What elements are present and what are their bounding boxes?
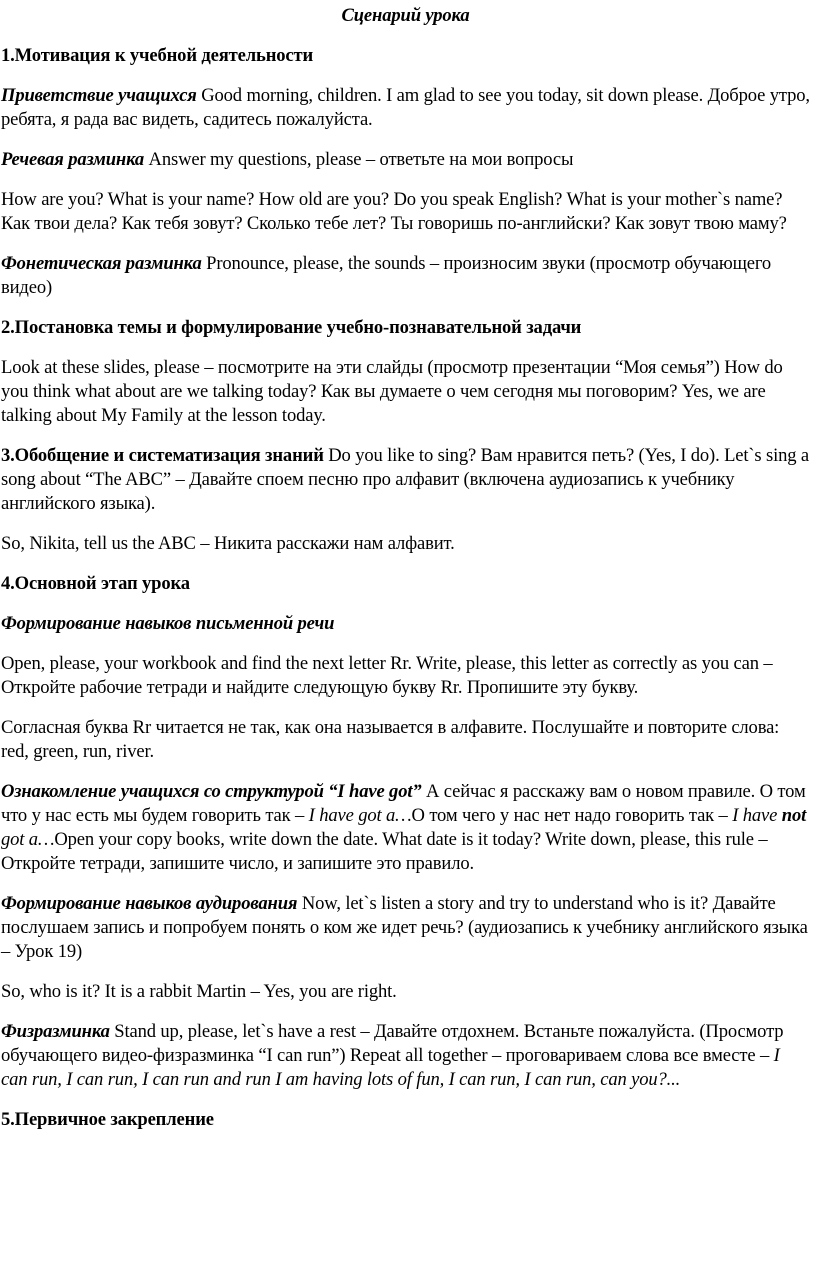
section-5-heading: 5.Первичное закрепление [1, 1109, 214, 1130]
fizminutka-paragraph [1, 1020, 810, 1092]
phonetic-warmup-label: Фонетическая разминка [1, 253, 202, 274]
listening-paragraph [1, 892, 810, 964]
page-title: Сценарий урока [341, 5, 470, 26]
section-3-heading: 3.Обобщение и систематизация знаний [1, 445, 324, 466]
questions-paragraph: How are you? What is your name? How old are you? Do you speak English? What is your mother`s name? Как твои дела? Как тебя зовут? Сколько тебе лет? Ты говоришь по-английски? Как зовут твою маму? [1, 189, 787, 234]
listening-label: Формирование навыков аудирования [1, 893, 298, 914]
fizminutka-label: Физразминка [1, 1021, 110, 1042]
section-3-abc-paragraph: So, Nikita, tell us the ABC – Никита расскажи нам алфавит. [1, 533, 455, 554]
structure-label: Ознакомление учащихся со структурой “I have got” [1, 781, 422, 802]
structure-italic-2b: got a… [1, 829, 55, 850]
speech-warmup-paragraph [1, 148, 810, 172]
section-4-heading: 4.Основной этап урока [1, 573, 190, 594]
section-2-heading: 2.Постановка темы и формулирование учебно-познавательной задачи [1, 317, 582, 338]
structure-paragraph [1, 780, 810, 876]
greeting-paragraph [1, 84, 810, 132]
greeting-label: Приветствие учащихся [1, 85, 197, 106]
writing-skills-text: Open, please, your workbook and find the next letter Rr. Write, please, this letter as correctly as you can – Откройте рабочие тетради и найдите следующую букву Rr. Пропишите эту букву. [1, 653, 773, 698]
writing-skills-heading: Формирование навыков письменной речи [1, 613, 335, 634]
structure-italic-2a: I have [732, 805, 782, 826]
consonant-paragraph: Согласная буква Rr читается не так, как она называется в алфавите. Послушайте и повторите слова: red, green, run, river. [1, 717, 780, 762]
structure-text-1: А сейчас я расскажу вам о новом правиле. О том что у нас есть мы будем говорить так – [1, 781, 806, 826]
speech-warmup-label: Речевая разминка [1, 149, 145, 170]
listening-text: Now, let`s listen a story and try to understand who is it? Давайте послушаем запись и попробуем понять о ком же идет речь? (аудиозапись к учебнику английского языка – Урок 19) [1, 893, 808, 962]
structure-text-3: Open your copy books, write down the date. What date is it today? Write down, please, this rule – Откройте тетради, запишите число, и запишите это правило. [1, 829, 768, 874]
structure-text-2: О том чего у нас нет надо говорить так – [411, 805, 733, 826]
section-3-paragraph [1, 444, 810, 516]
answer-paragraph: So, who is it? It is a rabbit Martin – Yes, you are right. [1, 981, 397, 1002]
section-2-text: Look at these slides, please – посмотрите на эти слайды (просмотр презентации “Моя семья”) How do you think what about are we talking today? Как вы думаете о чем сегодня мы поговорим? Yes, we are talking about My Family at the lesson today. [1, 357, 783, 426]
structure-italic-bold: not [781, 805, 807, 826]
phonetic-warmup-paragraph [1, 252, 810, 300]
structure-italic-1: I have got a… [308, 805, 412, 826]
fizminutka-italic: I can run, I can run, I can run and run I am having lots of fun, I can run, I can run, can you?... [1, 1045, 780, 1090]
section-3-text: Do you like to sing? Вам нравится петь? (Yes, I do). Let`s sing a song about “The ABC” – Давайте споем песню про алфавит (включена аудиозапись к учебнику английского языка). [1, 445, 810, 514]
greeting-text: Good morning, children. I am glad to see you today, sit down please. Доброе утро, ребята, я рада вас видеть, садитесь пожалуйста. [1, 85, 810, 130]
phonetic-warmup-text: Pronounce, please, the sounds – произносим звуки (просмотр обучающего видео) [1, 253, 772, 298]
section-1-heading: 1.Мотивация к учебной деятельности [1, 45, 314, 66]
fizminutka-text: Stand up, please, let`s have a rest – Давайте отдохнем. Встаньте пожалуйста. (Просмотр обучающего видео-физразминка “I can run”) Repeat all together – проговариваем слова все вместе – [1, 1021, 784, 1066]
speech-warmup-text: Answer my questions, please – ответьте на мои вопросы [144, 149, 574, 170]
